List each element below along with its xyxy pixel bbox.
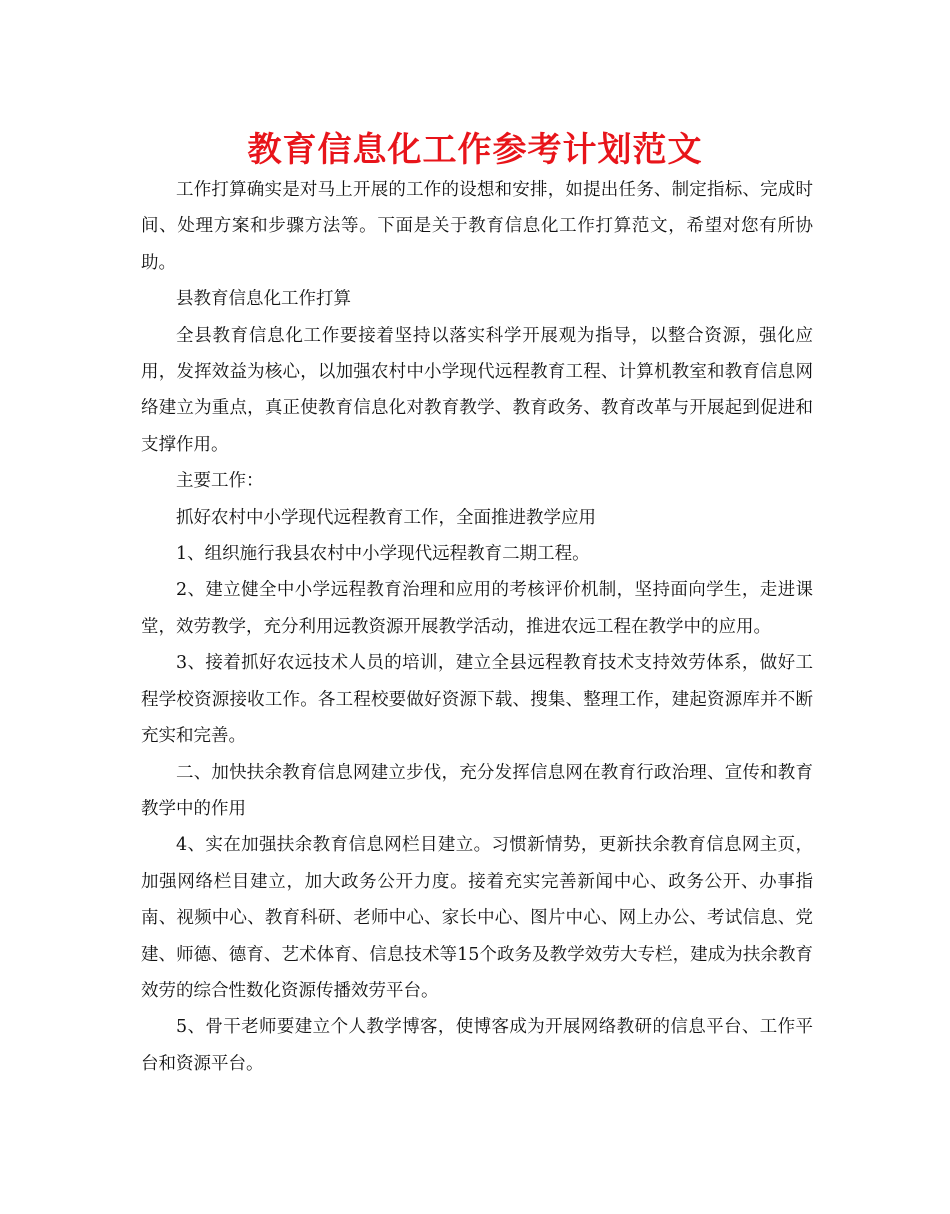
section-heading-county-plan: 县教育信息化工作打算 <box>176 289 351 310</box>
main-work-heading: 主要工作： <box>176 471 264 492</box>
overview-paragraph: 全县教育信息化工作要接着坚持以落实科学开展观为指导，以整合资源，强化应用，发挥效益为核心，以加强农村中小学现代远程教育工程、计算机教室和教育信息网络建立为重点，真正使教育信息化对教育教学、教育政务、教育改革与开展起到促进和支撑作用。 <box>141 325 813 455</box>
document-body <box>141 172 813 1082</box>
list-item-1: 1、组织施行我县农村中小学现代远程教育二期工程。 <box>176 544 590 565</box>
list-item-2: 2、建立健全中小学远程教育治理和应用的考核评价机制，坚持面向学生，走进课堂，效劳教学，充分利用远教资源开展教学活动，推进农远工程在教学中的应用。 <box>141 580 813 637</box>
list-item-3: 3、接着抓好农远技术人员的培训，建立全县远程教育技术支持效劳体系，做好工程学校资源接收工作。各工程校要做好资源下载、搜集、整理工作，建起资源库并不断充实和完善。 <box>141 653 813 747</box>
list-item-5: 5、骨干老师要建立个人教学博客，使博客成为开展网络教研的信息平台、工作平台和资源平台。 <box>141 1017 813 1074</box>
document-title: 教育信息化工作参考计划范文 <box>247 130 703 170</box>
section-heading-remote-education: 抓好农村中小学现代远程教育工作，全面推进教学应用 <box>176 507 596 528</box>
section-heading-info-network: 二、加快扶余教育信息网建立步伐，充分发挥信息网在教育行政治理、宣传和教育教学中的作用 <box>141 762 813 819</box>
list-item-4: 4、实在加强扶余教育信息网栏目建立。习惯新情势，更新扶余教育信息网主页，加强网络栏目建立，加大政务公开力度。接着充实完善新闻中心、政务公开、办事指南、视频中心、教育科研、老师中心、家长中心、图片中心、网上办公、考试信息、党建、师德、德育、艺术体育、信息技术等15个政务及教学效劳大专栏，建成为扶余教育效劳的综合性数化资源传播效劳平台。 <box>141 835 813 1001</box>
intro-paragraph: 工作打算确实是对马上开展的工作的设想和安排，如提出任务、制定指标、完成时间、处理方案和步骤方法等。下面是关于教育信息化工作打算范文，希望对您有所协助。 <box>141 180 813 273</box>
